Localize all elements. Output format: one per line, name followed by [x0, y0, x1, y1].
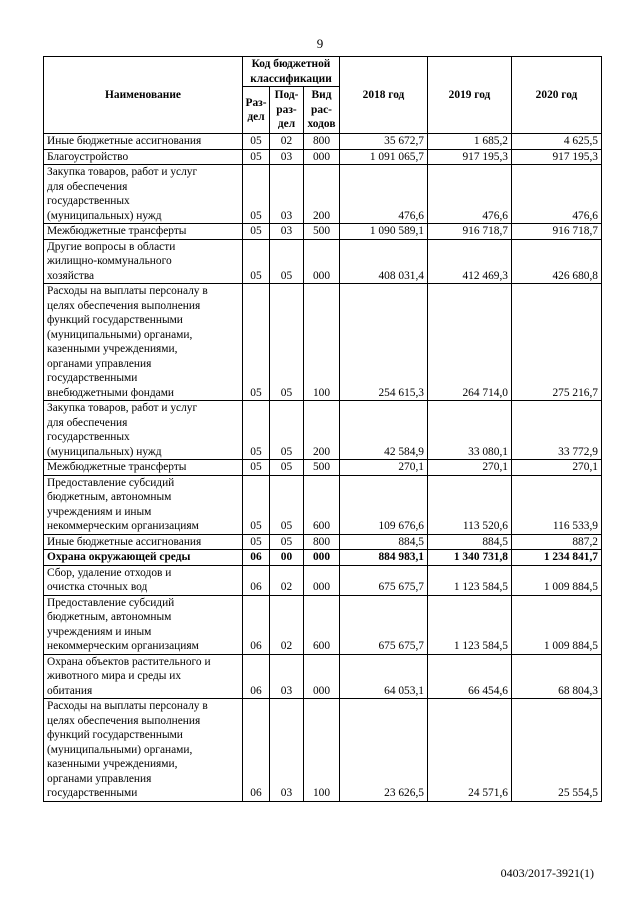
row-value-2018: 23 626,5: [340, 699, 428, 802]
row-podrazdel: 05: [270, 475, 304, 534]
header-2018: 2018 год: [340, 57, 428, 134]
table-row: [44, 475, 602, 534]
row-value-2020: 887,2: [512, 534, 602, 550]
row-podrazdel: 03: [270, 654, 304, 699]
header-2019: 2019 год: [428, 57, 512, 134]
row-name: Межбюджетные трансферты: [44, 460, 243, 476]
row-value-2020: 1 009 884,5: [512, 595, 602, 654]
table-row: [44, 134, 602, 150]
row-razdel: 06: [243, 654, 270, 699]
row-vid-rashodov: 800: [304, 134, 340, 150]
row-podrazdel: 02: [270, 595, 304, 654]
row-podrazdel: 05: [270, 284, 304, 401]
row-value-2020: 275 216,7: [512, 284, 602, 401]
row-value-2019: 476,6: [428, 165, 512, 224]
row-name: Межбюджетные трансферты: [44, 224, 243, 240]
row-razdel: 05: [243, 475, 270, 534]
row-vid-rashodov: 200: [304, 401, 340, 460]
row-value-2018: 64 053,1: [340, 654, 428, 699]
row-podrazdel: 03: [270, 699, 304, 802]
row-podrazdel: 05: [270, 239, 304, 284]
header-code-group: Код бюджетной классификации: [243, 57, 340, 87]
table-row: [44, 699, 602, 802]
table-row: [44, 239, 602, 284]
row-name: Расходы на выплаты персоналу в целях обеспечения выполнения функций государственными (муниципальными) органами, казенными учреждениями, органами управления государственными: [44, 699, 243, 802]
row-podrazdel: 05: [270, 460, 304, 476]
row-value-2020: 116 533,9: [512, 475, 602, 534]
table-row: [44, 224, 602, 240]
row-value-2020: 476,6: [512, 165, 602, 224]
row-name: Иные бюджетные ассигнования: [44, 134, 243, 150]
document-code: 0403/2017-3921(1): [500, 866, 594, 880]
budget-table: [43, 56, 602, 802]
row-value-2018: 675 675,7: [340, 595, 428, 654]
row-value-2019: 412 469,3: [428, 239, 512, 284]
table-row: [44, 165, 602, 224]
row-value-2019: 66 454,6: [428, 654, 512, 699]
row-value-2018: 270,1: [340, 460, 428, 476]
row-value-2019: 113 520,6: [428, 475, 512, 534]
row-name: Охрана окружающей среды: [44, 550, 243, 566]
row-value-2019: 916 718,7: [428, 224, 512, 240]
row-value-2018: 675 675,7: [340, 565, 428, 595]
row-razdel: 05: [243, 534, 270, 550]
table-row: [44, 149, 602, 165]
row-value-2019: 1 123 584,5: [428, 565, 512, 595]
row-value-2020: 917 195,3: [512, 149, 602, 165]
row-value-2020: 25 554,5: [512, 699, 602, 802]
row-value-2018: 42 584,9: [340, 401, 428, 460]
row-value-2018: 884,5: [340, 534, 428, 550]
row-razdel: 05: [243, 401, 270, 460]
row-podrazdel: 02: [270, 134, 304, 150]
row-value-2018: 408 031,4: [340, 239, 428, 284]
row-name: Другие вопросы в области жилищно-коммунального хозяйства: [44, 239, 243, 284]
table-row: [44, 401, 602, 460]
row-value-2018: 35 672,7: [340, 134, 428, 150]
row-vid-rashodov: 600: [304, 475, 340, 534]
row-name: Иные бюджетные ассигнования: [44, 534, 243, 550]
row-value-2019: 1 123 584,5: [428, 595, 512, 654]
row-name: Закупка товаров, работ и услуг для обеспечения государственных (муниципальных) нужд: [44, 165, 243, 224]
row-value-2019: 1 685,2: [428, 134, 512, 150]
row-value-2019: 270,1: [428, 460, 512, 476]
row-vid-rashodov: 100: [304, 699, 340, 802]
table-row: [44, 565, 602, 595]
row-razdel: 06: [243, 595, 270, 654]
page-number: 9: [316, 36, 324, 51]
row-value-2019: 884,5: [428, 534, 512, 550]
row-value-2018: 254 615,3: [340, 284, 428, 401]
table-row: [44, 550, 602, 566]
row-razdel: 05: [243, 149, 270, 165]
row-name: Сбор, удаление отходов и очистка сточных вод: [44, 565, 243, 595]
row-value-2018: 476,6: [340, 165, 428, 224]
row-value-2018: 884 983,1: [340, 550, 428, 566]
header-podrazdel: Под- раз- дел: [270, 87, 304, 134]
row-podrazdel: 03: [270, 224, 304, 240]
row-vid-rashodov: 500: [304, 224, 340, 240]
table-row: [44, 534, 602, 550]
row-vid-rashodov: 500: [304, 460, 340, 476]
row-value-2020: 270,1: [512, 460, 602, 476]
row-razdel: 05: [243, 165, 270, 224]
row-value-2020: 1 234 841,7: [512, 550, 602, 566]
row-value-2019: 1 340 731,8: [428, 550, 512, 566]
row-vid-rashodov: 000: [304, 565, 340, 595]
row-value-2019: 33 080,1: [428, 401, 512, 460]
row-name: Предоставление субсидий бюджетным, автономным учреждениям и иным некоммерческим организациям: [44, 595, 243, 654]
row-podrazdel: 05: [270, 401, 304, 460]
row-vid-rashodov: 000: [304, 149, 340, 165]
row-name: Охрана объектов растительного и животного мира и среды их обитания: [44, 654, 243, 699]
row-razdel: 06: [243, 565, 270, 595]
table-row: [44, 284, 602, 401]
row-podrazdel: 03: [270, 149, 304, 165]
row-razdel: 05: [243, 284, 270, 401]
row-value-2020: 916 718,7: [512, 224, 602, 240]
row-value-2019: 264 714,0: [428, 284, 512, 401]
row-vid-rashodov: 200: [304, 165, 340, 224]
row-vid-rashodov: 000: [304, 239, 340, 284]
row-value-2018: 1 091 065,7: [340, 149, 428, 165]
row-value-2018: 1 090 589,1: [340, 224, 428, 240]
row-razdel: 06: [243, 550, 270, 566]
row-name: Предоставление субсидий бюджетным, автономным учреждениям и иным некоммерческим организациям: [44, 475, 243, 534]
table-row: [44, 595, 602, 654]
row-value-2020: 33 772,9: [512, 401, 602, 460]
row-vid-rashodov: 800: [304, 534, 340, 550]
row-value-2020: 1 009 884,5: [512, 565, 602, 595]
header-razdel: Раз- дел: [243, 87, 270, 134]
row-value-2020: 426 680,8: [512, 239, 602, 284]
header-name: Наименование: [44, 57, 243, 134]
row-value-2020: 4 625,5: [512, 134, 602, 150]
row-vid-rashodov: 600: [304, 595, 340, 654]
row-value-2020: 68 804,3: [512, 654, 602, 699]
table-row: [44, 460, 602, 476]
row-razdel: 06: [243, 699, 270, 802]
header-vid: Вид рас- ходов: [304, 87, 340, 134]
row-value-2019: 24 571,6: [428, 699, 512, 802]
row-vid-rashodov: 000: [304, 550, 340, 566]
row-value-2018: 109 676,6: [340, 475, 428, 534]
row-razdel: 05: [243, 239, 270, 284]
table-row: [44, 654, 602, 699]
row-vid-rashodov: 000: [304, 654, 340, 699]
row-podrazdel: 00: [270, 550, 304, 566]
row-razdel: 05: [243, 460, 270, 476]
row-value-2019: 917 195,3: [428, 149, 512, 165]
row-name: Закупка товаров, работ и услуг для обеспечения государственных (муниципальных) нужд: [44, 401, 243, 460]
row-name: Благоустройство: [44, 149, 243, 165]
table-body: [44, 134, 602, 802]
row-name: Расходы на выплаты персоналу в целях обеспечения выполнения функций государственными (муниципальными) органами, казенными учреждениями, органами управления государственными внебюджетными фондами: [44, 284, 243, 401]
header-2020: 2020 год: [512, 57, 602, 134]
row-razdel: 05: [243, 224, 270, 240]
row-razdel: 05: [243, 134, 270, 150]
row-podrazdel: 05: [270, 534, 304, 550]
row-vid-rashodov: 100: [304, 284, 340, 401]
row-podrazdel: 02: [270, 565, 304, 595]
row-podrazdel: 03: [270, 165, 304, 224]
